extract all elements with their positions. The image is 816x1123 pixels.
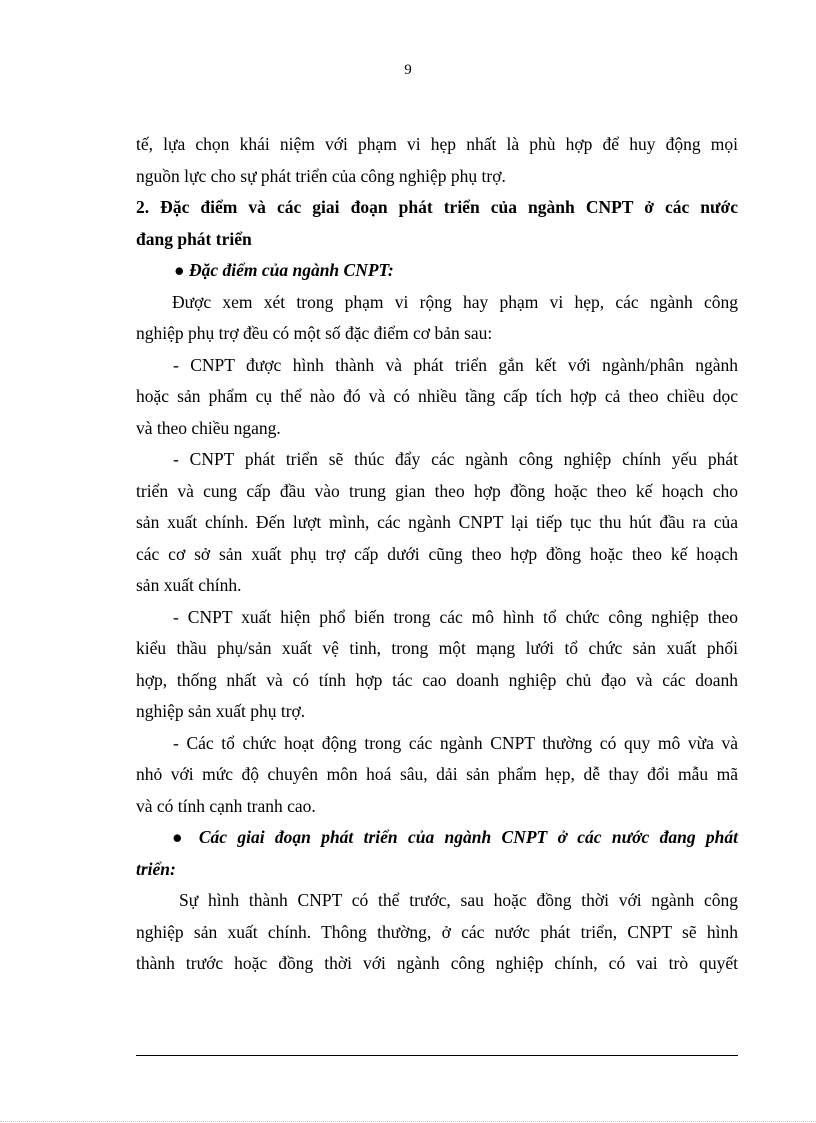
- text-line: - CNPT xuất hiện phổ biến trong các mô hình tổ chức công nghiệp theo: [173, 606, 738, 627]
- text-line: sản xuất chính. Đến lượt mình, các ngành CNPT lại tiếp tục thu hút đầu ra của: [136, 512, 738, 532]
- text-line: thành trước hoặc đồng thời với ngành công nghiệp chính, có vai trò quyết: [136, 953, 738, 973]
- subheading-bullet: triển:: [136, 858, 176, 879]
- text-line: kiểu thầu phụ/sản xuất vệ tinh, trong một mạng lưới tổ chức sản xuất phối: [136, 638, 738, 658]
- text-line: triển và cung cấp đầu vào trung gian theo hợp đồng hoặc theo kế hoạch cho: [136, 480, 738, 501]
- text-line: nguồn lực cho sự phát triển của công nghiệp phụ trợ.: [136, 165, 506, 186]
- page-edge-divider: [0, 1121, 816, 1122]
- document-body: [136, 129, 738, 980]
- page-number: 9: [404, 62, 412, 78]
- text-line: Được xem xét trong phạm vi rộng hay phạm vi hẹp, các ngành công: [172, 291, 738, 312]
- subheading-bullet: ● Các giai đoạn phát triển của ngành CNPT ở các nước đang phát: [172, 827, 738, 847]
- footer-divider: [136, 1055, 738, 1056]
- text-line: tế, lựa chọn khái niệm với phạm vi hẹp nhất là phù hợp để huy động mọi: [136, 134, 738, 154]
- text-line: hoặc sản phẩm cụ thể nào đó và có nhiều tầng cấp tích hợp cả theo chiều dọc: [136, 386, 738, 406]
- text-line: nghiệp phụ trợ đều có một số đặc điểm cơ bản sau:: [136, 323, 493, 343]
- subheading-bullet: ● Đặc điểm của ngành CNPT:: [174, 260, 394, 280]
- text-line: sản xuất chính.: [136, 575, 242, 595]
- text-line: nhỏ với mức độ chuyên môn hoá sâu, dải sản phẩm hẹp, dễ thay đổi mẫu mã: [136, 764, 738, 784]
- text-line: hợp, thống nhất và có tính hợp tác cao doanh nghiệp chủ đạo và các doanh: [136, 669, 738, 690]
- text-line: nghiệp sản xuất phụ trợ.: [136, 701, 306, 721]
- text-line: và theo chiều ngang.: [136, 417, 281, 438]
- text-line: và có tính cạnh tranh cao.: [136, 795, 316, 816]
- text-line: - Các tổ chức hoạt động trong các ngành CNPT thường có quy mô vừa và: [173, 732, 738, 753]
- text-line: các cơ sở sản xuất phụ trợ cấp dưới cũng theo hợp đồng hoặc theo kế hoạch: [136, 543, 738, 564]
- text-line: Sự hình thành CNPT có thể trước, sau hoặc đồng thời với ngành công: [179, 890, 738, 910]
- text-line: - CNPT được hình thành và phát triển gắn kết với ngành/phân ngành: [173, 354, 738, 375]
- section-heading: đang phát triển: [136, 228, 252, 249]
- text-line: nghiệp sản xuất chính. Thông thường, ở các nước phát triển, CNPT sẽ hình: [136, 921, 738, 942]
- text-line: - CNPT phát triển sẽ thúc đẩy các ngành công nghiệp chính yếu phát: [173, 449, 738, 469]
- section-heading: 2. Đặc điểm và các giai đoạn phát triển của ngành CNPT ở các nước: [136, 197, 738, 217]
